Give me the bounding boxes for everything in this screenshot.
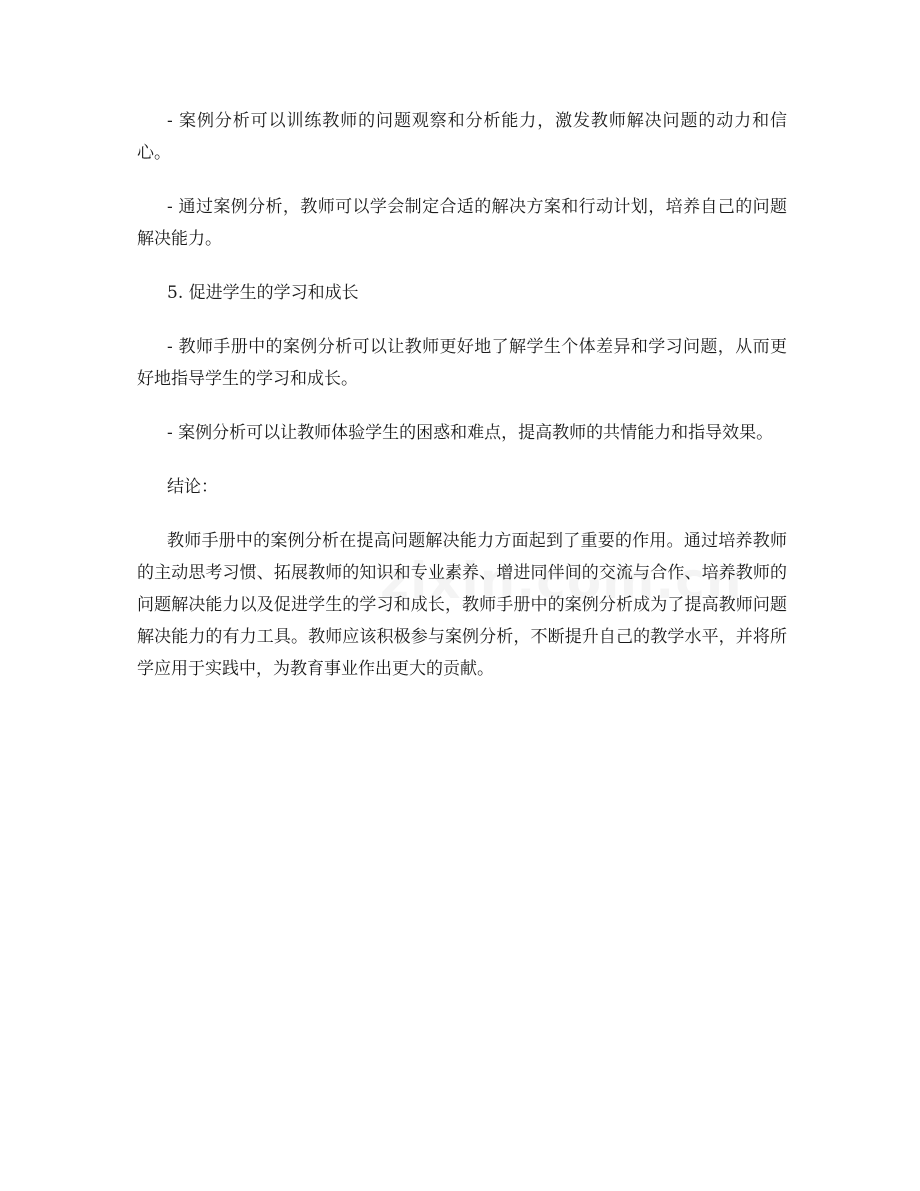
paragraph-bullet-observation: - 案例分析可以训练教师的问题观察和分析能力，激发教师解决问题的动力和信心。 bbox=[137, 111, 787, 163]
paragraph-bullet-empathy: - 案例分析可以让教师体验学生的困惑和难点，提高教师的共情能力和指导效果。 bbox=[167, 423, 774, 443]
conclusion-paragraph: 教师手册中的案例分析在提高问题解决能力方面起到了重要的作用。通过培养教师的主动思考习惯、拓展教师的知识和专业素养、增进同伴间的交流与合作、培养教师的问题解决能力以及促进学生的学习和成长，教师手册中的案例分析成为了提高教师问题解决能力的有力工具。教师应该积极参与案例分析，不断提升自己的教学水平，并将所学应用于实践中，为教育事业作出更大的贡献。 bbox=[137, 531, 787, 679]
document-body bbox=[137, 105, 787, 685]
section-heading-5: 5. 促进学生的学习和成长 bbox=[167, 283, 359, 303]
paragraph-bullet-solution-plan: - 通过案例分析，教师可以学会制定合适的解决方案和行动计划，培养自己的问题解决能力。 bbox=[137, 197, 787, 249]
conclusion-heading: 结论： bbox=[167, 477, 218, 497]
paragraph-bullet-student-differences: - 教师手册中的案例分析可以让教师更好地了解学生个体差异和学习问题，从而更好地指导学生的学习和成长。 bbox=[137, 337, 787, 389]
